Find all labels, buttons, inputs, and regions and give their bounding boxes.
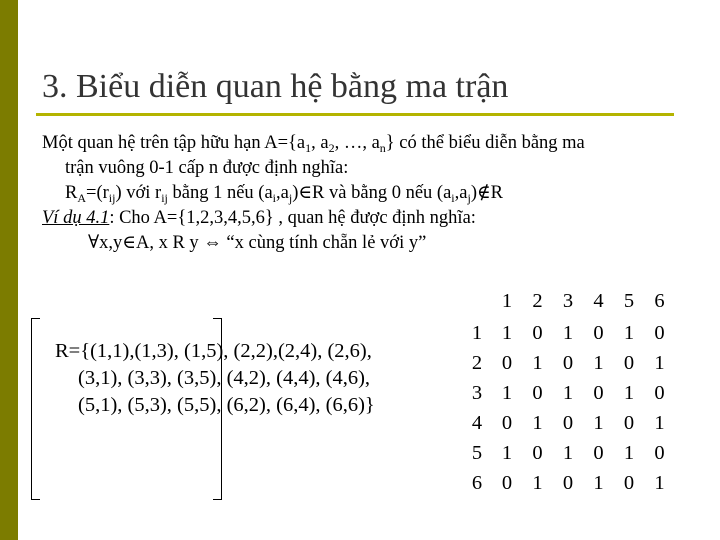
matrix-cell: 1 bbox=[501, 322, 513, 344]
matrix-col-header: 3 bbox=[562, 290, 574, 312]
matrix-cell: 1 bbox=[593, 472, 604, 494]
example-text: : Cho A={1,2,3,4,5,6} , quan hệ được định nghĩa: bbox=[109, 208, 476, 228]
matrix-cell: 1 bbox=[623, 322, 635, 344]
left-accent-bar bbox=[0, 0, 18, 540]
definition-line: $R_A=(r_{ij})$ với $r_{ij}$ bằng 1 nếu $(a_i,a_j)\in R$ và bằng 0 nếu $(a_i,a_j)\notin R$ bbox=[65, 183, 504, 205]
relation-line: R={(1,1),(1,3), (1,5), (2,2),(2,4), (2,6), bbox=[55, 340, 372, 362]
matrix-row-header: 1 bbox=[471, 322, 483, 344]
example-line bbox=[42, 206, 702, 231]
matrix-cell: 0 bbox=[593, 382, 604, 404]
matrix-col-header: 2 bbox=[532, 290, 543, 312]
matrix-cell: 0 bbox=[532, 442, 543, 464]
slide-title: 3. Biểu diễn quan hệ bằng ma trận bbox=[42, 68, 509, 105]
matrix-cell: 1 bbox=[562, 442, 574, 464]
matrix-cell: 1 bbox=[562, 382, 574, 404]
matrix-row-header: 4 bbox=[471, 412, 483, 434]
matrix-col-header: 4 bbox=[593, 290, 604, 312]
matrix-cell: 0 bbox=[501, 472, 513, 494]
matrix-col-header: 6 bbox=[654, 290, 665, 312]
matrix-right-bracket bbox=[213, 318, 222, 500]
matrix-cell: 1 bbox=[654, 352, 665, 374]
matrix-row-header: 5 bbox=[471, 442, 483, 464]
matrix-cell: 1 bbox=[532, 412, 543, 434]
matrix-cell: 1 bbox=[654, 472, 665, 494]
matrix-cell: 0 bbox=[654, 382, 665, 404]
example-label: Ví dụ 4.1 bbox=[42, 208, 110, 228]
slide-body bbox=[42, 131, 702, 256]
matrix-cell: 0 bbox=[532, 322, 543, 344]
matrix-cell: 1 bbox=[654, 412, 665, 434]
matrix-cell: 0 bbox=[654, 322, 665, 344]
matrix-cell: 0 bbox=[654, 442, 665, 464]
matrix-cell: 0 bbox=[623, 472, 635, 494]
matrix-cell: 0 bbox=[501, 352, 513, 374]
matrix-cell: 1 bbox=[501, 442, 513, 464]
relation-line: (3,1), (3,3), (3,5), (4,2), (4,4), (4,6), bbox=[78, 367, 371, 389]
matrix-cell: 0 bbox=[593, 322, 604, 344]
matrix-cell: 0 bbox=[532, 382, 543, 404]
matrix-col-header: 1 bbox=[501, 290, 513, 312]
matrix-cell: 0 bbox=[562, 412, 574, 434]
matrix-cell: 1 bbox=[623, 382, 635, 404]
matrix-cells bbox=[492, 318, 684, 498]
title-underline bbox=[36, 113, 674, 116]
matrix-cell: 0 bbox=[623, 412, 635, 434]
matrix-cell: 0 bbox=[501, 412, 513, 434]
matrix-cell: 1 bbox=[623, 442, 635, 464]
matrix-cell: 1 bbox=[501, 382, 513, 404]
matrix-col-header: 5 bbox=[623, 290, 635, 312]
matrix-row-header: 2 bbox=[471, 352, 483, 374]
matrix-row-header: 3 bbox=[471, 382, 483, 404]
matrix-cell: 0 bbox=[593, 442, 604, 464]
example-condition: ∀x,y∈A, x R y ⇔ “x cùng tính chẵn lẻ với y” bbox=[88, 233, 427, 253]
intro-line-1: Một quan hệ trên tập hữu hạn $A=\{a_1$, $a_2$, …, $a_n$} có thể biểu diễn bằng ma bbox=[42, 133, 585, 155]
matrix-left-bracket bbox=[31, 318, 40, 500]
matrix-cell: 0 bbox=[562, 352, 574, 374]
matrix-cell: 1 bbox=[532, 352, 543, 374]
matrix-cell: 1 bbox=[562, 322, 574, 344]
matrix-cell: 0 bbox=[562, 472, 574, 494]
matrix-cell: 1 bbox=[532, 472, 543, 494]
matrix-cell: 1 bbox=[593, 412, 604, 434]
matrix-row-header: 6 bbox=[471, 472, 483, 494]
matrix-cell: 1 bbox=[593, 352, 604, 374]
relation-line: (5,1), (5,3), (5,5), (6,2), (6,4), (6,6)} bbox=[78, 394, 375, 416]
matrix-cell: 0 bbox=[623, 352, 635, 374]
intro-line-2: trận vuông 0-1 cấp n được định nghĩa: bbox=[65, 158, 349, 178]
